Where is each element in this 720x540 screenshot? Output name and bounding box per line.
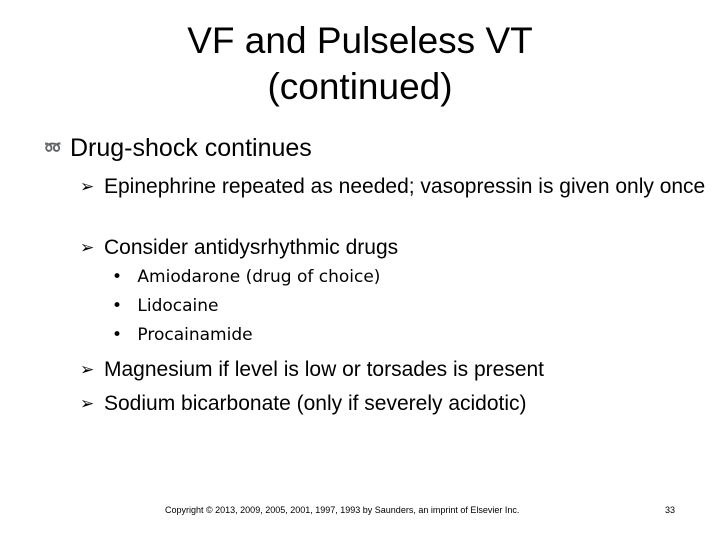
arrowhead-bullet-icon: ➢ [80,360,95,380]
copyright-notice: Copyright © 2013, 2009, 2005, 2001, 1997, 1993 by Saunders, an imprint of Elsevier Inc. [165,505,520,515]
curly-loop-bullet-icon: ➿ [44,140,62,156]
drug-item-text: Lidocaine [137,296,219,316]
drug-item-text: Procainamide [137,325,253,345]
sub-bullet-epinephrine [80,174,720,200]
arrowhead-bullet-icon: ➢ [80,238,95,258]
sub-bullet-text: Epinephrine repeated as needed; vasopressin is given only once [104,175,706,198]
dot-bullet-icon: • [112,296,123,316]
drug-item-lidocaine [112,295,219,317]
sub-bullet-antidysrhythmic [80,235,720,261]
title-line-2: (continued) [267,66,453,107]
sub-bullet-text: Magnesium if level is low or torsades is present [104,358,545,381]
arrowhead-bullet-icon: ➢ [80,177,95,197]
main-bullet-text: Drug-shock continues [70,134,312,162]
slide-title [0,18,720,110]
sub-bullet-magnesium [80,357,720,383]
main-bullet [44,132,312,164]
title-line-1: VF and Pulseless VT [187,20,533,61]
dot-bullet-icon: • [112,325,123,345]
arrowhead-bullet-icon: ➢ [80,394,95,414]
sub-bullet-text: Sodium bicarbonate (only if severely acidotic) [104,392,527,415]
sub-bullet-text: Consider antidysrhythmic drugs [104,236,399,259]
drug-item-text: Amiodarone (drug of choice) [137,267,381,287]
page-number: 33 [665,505,676,515]
drug-item-amiodarone [112,266,380,288]
drug-item-procainamide [112,324,253,346]
dot-bullet-icon: • [112,267,123,287]
sub-bullet-sodium-bicarbonate [80,391,720,417]
